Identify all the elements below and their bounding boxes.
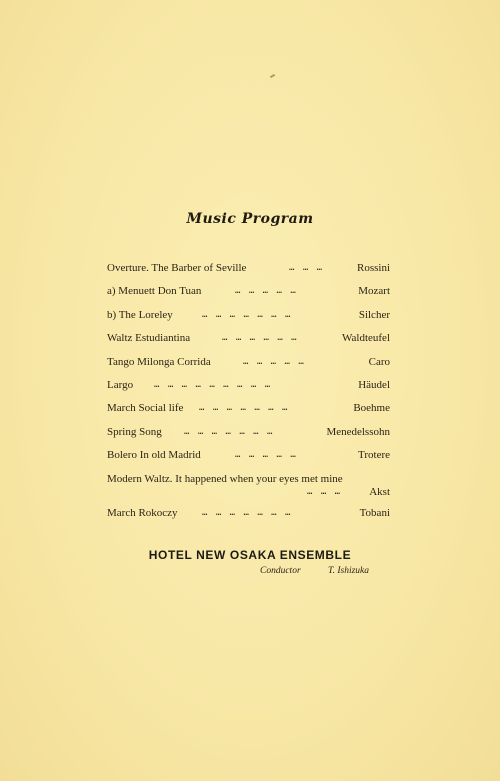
leader-dots: … … … … … [235, 450, 298, 461]
piece-title: Modern Waltz. It happened when your eyes met mine [107, 472, 343, 485]
list-item [107, 506, 390, 529]
leader-dots: … … … [289, 263, 324, 273]
list-item [107, 448, 390, 471]
list-item [107, 425, 390, 448]
list-item [107, 308, 390, 331]
conductor-name: T. Ishizuka [328, 566, 369, 576]
list-item [107, 331, 390, 354]
piece-title: b) The Loreley [107, 308, 173, 321]
list-item [107, 284, 390, 307]
list-item [107, 355, 390, 378]
piece-title: Overture. The Barber of Seville [107, 262, 247, 274]
list-item [107, 378, 390, 401]
composer-name: Trotere [358, 449, 390, 462]
piece-title: a) Menuett Don Tuan [107, 285, 202, 298]
composer-name: Waldteufel [342, 332, 390, 345]
piece-title: March Social life [107, 402, 184, 415]
composer-name: Akst [369, 485, 390, 498]
piece-title: Tango Milonga Corrida [107, 355, 211, 368]
conductor-label: Conductor [260, 566, 301, 576]
list-item [107, 261, 390, 284]
leader-dots: … … … … … … … … … [154, 379, 272, 390]
leader-dots: … … … … … … [222, 333, 299, 344]
piece-title: Largo [107, 378, 134, 391]
leader-dots: … … … [307, 486, 342, 497]
leader-dots: … … … … … … … [202, 507, 292, 518]
conductor-credit [260, 566, 369, 576]
leader-dots: … … … … … … … [199, 403, 289, 414]
leader-dots: … … … … … [235, 286, 298, 297]
composer-name: Tobani [359, 506, 390, 519]
leader-dots: … … … … … [243, 356, 306, 367]
page-title: Music Program [186, 211, 314, 227]
paper-mark [270, 74, 275, 78]
leader-dots: … … … … … … … [202, 309, 292, 320]
composer-name: Rossini [356, 262, 390, 274]
piece-title: Bolero In old Madrid [107, 449, 201, 462]
list-item [107, 472, 390, 506]
piece-title: Spring Song [107, 425, 162, 438]
list-item [107, 401, 390, 424]
composer-name: Silcher [358, 308, 390, 321]
composer-name: Caro [368, 355, 390, 368]
composer-name: Menedelssohn [326, 425, 390, 438]
composer-name: Häudel [358, 378, 390, 391]
composer-name: Boehme [353, 402, 390, 415]
ensemble-name: HOTEL NEW OSAKA ENSEMBLE [148, 548, 352, 562]
leader-dots: … … … … … … … [184, 426, 274, 437]
piece-title: March Rokoczy [107, 506, 178, 519]
composer-name: Mozart [358, 285, 390, 298]
piece-title: Waltz Estudiantina [107, 332, 191, 345]
program-list [107, 261, 390, 529]
